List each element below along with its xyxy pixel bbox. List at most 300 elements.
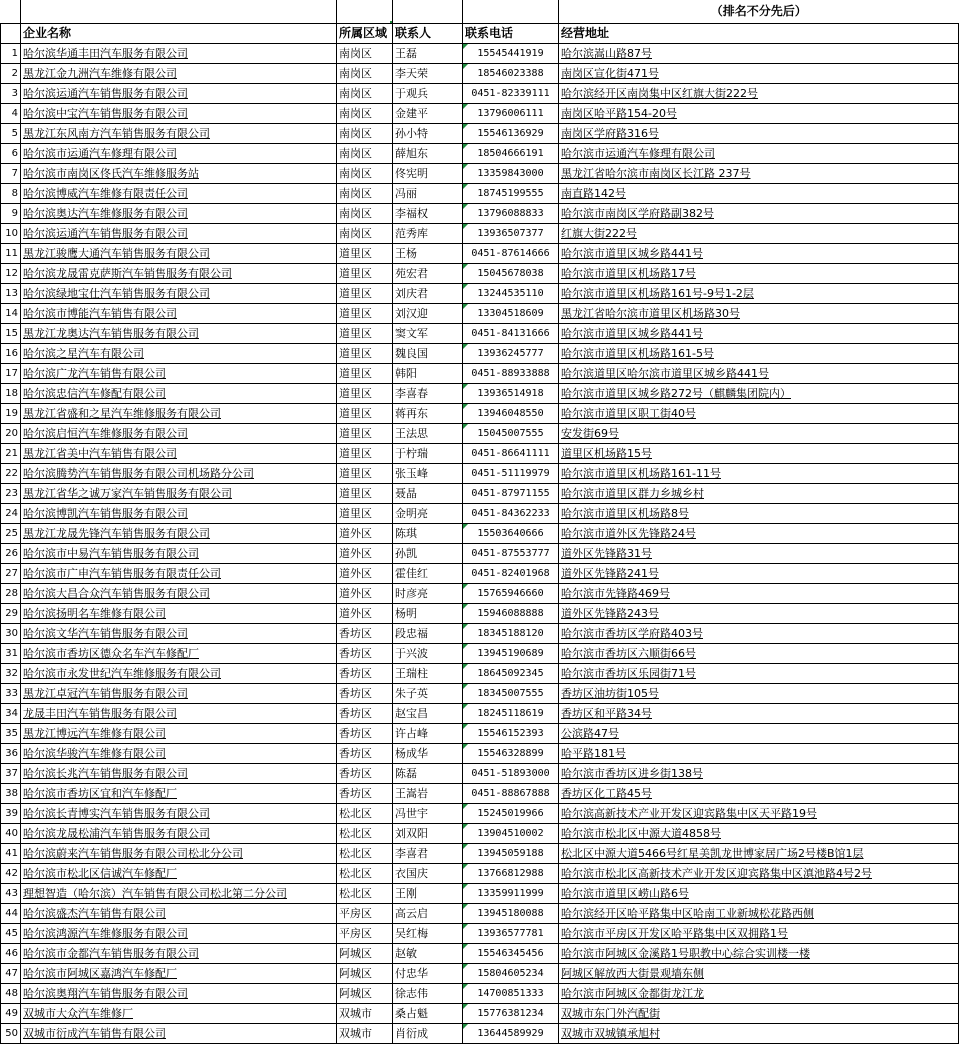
row-number[interactable]: 16 [1,344,21,364]
phone-cell[interactable]: 18645092345 [463,664,559,684]
district-cell[interactable]: 道里区 [337,464,393,484]
row-number[interactable]: 30 [1,624,21,644]
address-cell[interactable]: 道外区先锋路243号 [559,604,959,624]
phone-cell[interactable]: 15045007555 [463,424,559,444]
phone-cell[interactable]: 13766812988 [463,864,559,884]
contact-cell[interactable]: 陈磊 [393,764,463,784]
district-cell[interactable]: 南岗区 [337,44,393,64]
company-cell[interactable]: 哈尔滨长青博实汽车销售服务有限公司 [21,804,337,824]
company-cell[interactable]: 双城市衍成汽车销售有限公司 [21,1024,337,1044]
contact-cell[interactable]: 高云启 [393,904,463,924]
row-number[interactable]: 5 [1,124,21,144]
header-address[interactable]: 经营地址 [559,24,959,44]
company-cell[interactable]: 哈尔滨市中易汽车销售服务有限公司 [21,544,337,564]
phone-cell[interactable]: 13359843000 [463,164,559,184]
contact-cell[interactable]: 李喜君 [393,844,463,864]
company-cell[interactable]: 哈尔滨市香坊区宜和汽车修配厂 [21,784,337,804]
address-cell[interactable]: 哈尔滨市道里区职工街40号 [559,404,959,424]
phone-cell[interactable]: 15546152393 [463,724,559,744]
row-number[interactable]: 25 [1,524,21,544]
district-cell[interactable]: 道外区 [337,564,393,584]
row-number[interactable]: 15 [1,324,21,344]
company-cell[interactable]: 哈尔滨博凯汽车销售服务有限公司 [21,504,337,524]
row-number[interactable]: 40 [1,824,21,844]
address-cell[interactable]: 道外区先锋路241号 [559,564,959,584]
row-number[interactable]: 10 [1,224,21,244]
phone-cell[interactable]: 13244535110 [463,284,559,304]
row-number[interactable]: 41 [1,844,21,864]
header-company[interactable]: 企业名称 [21,24,337,44]
company-cell[interactable]: 哈尔滨市金都汽车销售服务有限公司 [21,944,337,964]
contact-cell[interactable]: 刘汉迎 [393,304,463,324]
contact-cell[interactable]: 赵敏 [393,944,463,964]
district-cell[interactable]: 道里区 [337,404,393,424]
phone-cell[interactable]: 13359911999 [463,884,559,904]
row-number[interactable]: 33 [1,684,21,704]
address-cell[interactable]: 南岗区学府路316号 [559,124,959,144]
phone-cell[interactable]: 18546023388 [463,64,559,84]
address-cell[interactable]: 双城市双城镇承旭村 [559,1024,959,1044]
row-number[interactable]: 31 [1,644,21,664]
row-number[interactable]: 47 [1,964,21,984]
company-cell[interactable]: 黑龙江东风南方汽车销售服务有限公司 [21,124,337,144]
blank-cell[interactable] [1,0,21,24]
address-cell[interactable]: 哈尔滨市道里区城乡路441号 [559,244,959,264]
row-number[interactable]: 20 [1,424,21,444]
contact-cell[interactable]: 付忠华 [393,964,463,984]
address-cell[interactable]: 哈尔滨市道里区城乡路272号（麒麟集团院内） [559,384,959,404]
district-cell[interactable]: 香坊区 [337,744,393,764]
company-cell[interactable]: 哈尔滨市永发世纪汽车维修服务有限公司 [21,664,337,684]
address-cell[interactable]: 黑龙江省哈尔滨市南岗区长江路 237号 [559,164,959,184]
contact-cell[interactable]: 范秀库 [393,224,463,244]
contact-cell[interactable]: 王磊 [393,44,463,64]
address-cell[interactable]: 香坊区化工路45号 [559,784,959,804]
contact-cell[interactable]: 薛旭东 [393,144,463,164]
row-number[interactable]: 45 [1,924,21,944]
contact-cell[interactable]: 霍佳红 [393,564,463,584]
company-cell[interactable]: 龙晟丰田汽车销售服务有限公司 [21,704,337,724]
phone-cell[interactable]: 13936245777 [463,344,559,364]
blank-cell[interactable] [393,0,463,24]
address-cell[interactable]: 哈尔滨市道里区机场路17号 [559,264,959,284]
row-number[interactable]: 37 [1,764,21,784]
row-number[interactable]: 13 [1,284,21,304]
contact-cell[interactable]: 衣国庆 [393,864,463,884]
contact-cell[interactable]: 佟宪明 [393,164,463,184]
blank-cell[interactable] [463,0,559,24]
phone-cell[interactable]: 13936577781 [463,924,559,944]
address-cell[interactable]: 哈尔滨市道外区先锋路24号 [559,524,959,544]
district-cell[interactable]: 道里区 [337,284,393,304]
address-cell[interactable]: 公滨路47号 [559,724,959,744]
company-cell[interactable]: 哈尔滨腾势汽车销售服务有限公司机场路分公司 [21,464,337,484]
row-number[interactable]: 24 [1,504,21,524]
company-cell[interactable]: 双城市大众汽车维修厂 [21,1004,337,1024]
row-number[interactable]: 12 [1,264,21,284]
district-cell[interactable]: 平房区 [337,924,393,944]
company-cell[interactable]: 哈尔滨博威汽车维修有限责任公司 [21,184,337,204]
contact-cell[interactable]: 李天荣 [393,64,463,84]
row-number[interactable]: 38 [1,784,21,804]
row-number[interactable]: 36 [1,744,21,764]
phone-cell[interactable]: 0451-86641111 [463,444,559,464]
company-cell[interactable]: 哈尔滨大昌合众汽车销售服务有限公司 [21,584,337,604]
district-cell[interactable]: 松北区 [337,864,393,884]
contact-cell[interactable]: 朱子英 [393,684,463,704]
address-cell[interactable]: 哈尔滨嵩山路87号 [559,44,959,64]
address-cell[interactable]: 哈尔滨市香坊区乐园街71号 [559,664,959,684]
phone-cell[interactable]: 13936507377 [463,224,559,244]
address-cell[interactable]: 哈尔滨市先锋路469号 [559,584,959,604]
district-cell[interactable]: 南岗区 [337,184,393,204]
header-phone[interactable]: 联系电话 [463,24,559,44]
contact-cell[interactable]: 聂晶 [393,484,463,504]
company-cell[interactable]: 哈尔滨龙晟雷克萨斯汽车销售服务有限公司 [21,264,337,284]
phone-cell[interactable]: 0451-87614666 [463,244,559,264]
address-cell[interactable]: 南岗区哈平路154-20号 [559,104,959,124]
district-cell[interactable]: 松北区 [337,884,393,904]
company-cell[interactable]: 哈尔滨市松北区信诚汽车修配厂 [21,864,337,884]
phone-cell[interactable]: 15245019966 [463,804,559,824]
phone-cell[interactable]: 0451-51119979 [463,464,559,484]
row-number[interactable]: 34 [1,704,21,724]
district-cell[interactable]: 道里区 [337,324,393,344]
row-number[interactable]: 19 [1,404,21,424]
phone-cell[interactable]: 13946048550 [463,404,559,424]
phone-cell[interactable]: 18345007555 [463,684,559,704]
address-cell[interactable]: 双城市东门外汽配街 [559,1004,959,1024]
contact-cell[interactable]: 刘庆君 [393,284,463,304]
company-cell[interactable]: 黑龙江博远汽车维修有限公司 [21,724,337,744]
address-cell[interactable]: 哈尔滨高新技术产业开发区迎宾路集中区天平路19号 [559,804,959,824]
company-cell[interactable]: 黑龙江省华之诚万家汽车销售服务有限公司 [21,484,337,504]
district-cell[interactable]: 道里区 [337,244,393,264]
address-cell[interactable]: 南直路142号 [559,184,959,204]
row-number[interactable]: 44 [1,904,21,924]
district-cell[interactable]: 香坊区 [337,624,393,644]
address-cell[interactable]: 香坊区油坊街105号 [559,684,959,704]
address-cell[interactable]: 哈尔滨市香坊区学府路403号 [559,624,959,644]
row-number[interactable]: 49 [1,1004,21,1024]
address-cell[interactable]: 哈尔滨市南岗区学府路副382号 [559,204,959,224]
contact-cell[interactable]: 于兴波 [393,644,463,664]
phone-cell[interactable]: 0451-88933888 [463,364,559,384]
company-cell[interactable]: 哈尔滨市南岗区佟氏汽车维修服务站 [21,164,337,184]
district-cell[interactable]: 南岗区 [337,84,393,104]
district-cell[interactable]: 双城市 [337,1004,393,1024]
address-cell[interactable]: 哈尔滨市道里区城乡路441号 [559,324,959,344]
company-cell[interactable]: 哈尔滨市博能汽车销售有限公司 [21,304,337,324]
company-cell[interactable]: 黑龙江龙晟先锋汽车销售服务有限公司 [21,524,337,544]
phone-cell[interactable]: 0451-87553777 [463,544,559,564]
contact-cell[interactable]: 段忠福 [393,624,463,644]
row-number[interactable]: 32 [1,664,21,684]
district-cell[interactable]: 松北区 [337,824,393,844]
address-cell[interactable]: 红旗大街222号 [559,224,959,244]
company-cell[interactable]: 哈尔滨启恒汽车维修服务有限公司 [21,424,337,444]
row-number[interactable]: 23 [1,484,21,504]
row-number[interactable]: 3 [1,84,21,104]
district-cell[interactable]: 道外区 [337,584,393,604]
row-number[interactable]: 28 [1,584,21,604]
district-cell[interactable]: 南岗区 [337,204,393,224]
company-cell[interactable]: 哈尔滨运通汽车销售服务有限公司 [21,224,337,244]
row-number[interactable]: 8 [1,184,21,204]
district-cell[interactable]: 南岗区 [337,164,393,184]
contact-cell[interactable]: 王法思 [393,424,463,444]
row-number[interactable]: 21 [1,444,21,464]
district-cell[interactable]: 南岗区 [337,64,393,84]
district-cell[interactable]: 香坊区 [337,764,393,784]
district-cell[interactable]: 道里区 [337,344,393,364]
address-cell[interactable]: 哈尔滨经开区南岗集中区红旗大街222号 [559,84,959,104]
district-cell[interactable]: 松北区 [337,804,393,824]
selected-cell[interactable] [337,0,393,24]
district-cell[interactable]: 阿城区 [337,944,393,964]
contact-cell[interactable]: 王瑞柱 [393,664,463,684]
contact-cell[interactable]: 冯丽 [393,184,463,204]
contact-cell[interactable]: 韩阳 [393,364,463,384]
header-contact[interactable]: 联系人 [393,24,463,44]
contact-cell[interactable]: 赵宝昌 [393,704,463,724]
contact-cell[interactable]: 时彦亮 [393,584,463,604]
contact-cell[interactable]: 陈琪 [393,524,463,544]
row-number[interactable]: 1 [1,44,21,64]
district-cell[interactable]: 松北区 [337,844,393,864]
company-cell[interactable]: 哈尔滨龙晟松浦汽车销售服务有限公司 [21,824,337,844]
company-cell[interactable]: 哈尔滨之星汽车有限公司 [21,344,337,364]
phone-cell[interactable]: 13644589929 [463,1024,559,1044]
phone-cell[interactable]: 13936514918 [463,384,559,404]
address-cell[interactable]: 哈尔滨市道里区崂山路6号 [559,884,959,904]
company-cell[interactable]: 哈尔滨华骏汽车维修有限公司 [21,744,337,764]
contact-cell[interactable]: 刘双阳 [393,824,463,844]
address-cell[interactable]: 哈尔滨市松北区高新技术产业开发区迎宾路集中区滇池路4号2号 [559,864,959,884]
address-cell[interactable]: 松北区中源大道5466号红星美凯龙世博家居广场2号楼B馆1层 [559,844,959,864]
company-cell[interactable]: 哈尔滨绿地宝仕汽车销售服务有限公司 [21,284,337,304]
row-number[interactable]: 14 [1,304,21,324]
company-cell[interactable]: 黑龙江龙奥达汽车销售服务有限公司 [21,324,337,344]
address-cell[interactable]: 哈尔滨市香坊区进乡街138号 [559,764,959,784]
contact-cell[interactable]: 肖衍成 [393,1024,463,1044]
row-number[interactable]: 6 [1,144,21,164]
phone-cell[interactable]: 14700851333 [463,984,559,1004]
contact-cell[interactable]: 于观兵 [393,84,463,104]
phone-cell[interactable]: 18245118619 [463,704,559,724]
contact-cell[interactable]: 许占峰 [393,724,463,744]
row-number-header[interactable] [1,24,21,44]
row-number[interactable]: 7 [1,164,21,184]
district-cell[interactable]: 道外区 [337,544,393,564]
phone-cell[interactable]: 13945190689 [463,644,559,664]
district-cell[interactable]: 香坊区 [337,724,393,744]
company-cell[interactable]: 哈尔滨华通丰田汽车服务有限公司 [21,44,337,64]
company-cell[interactable]: 哈尔滨广龙汽车销售有限公司 [21,364,337,384]
phone-cell[interactable]: 13796006111 [463,104,559,124]
contact-cell[interactable]: 张玉峰 [393,464,463,484]
district-cell[interactable]: 道里区 [337,304,393,324]
address-cell[interactable]: 哈尔滨市道里区机场路8号 [559,504,959,524]
company-cell[interactable]: 哈尔滨扬明名车维修有限公司 [21,604,337,624]
phone-cell[interactable]: 15546328899 [463,744,559,764]
district-cell[interactable]: 道里区 [337,264,393,284]
contact-cell[interactable]: 王杨 [393,244,463,264]
address-cell[interactable]: 香坊区和平路34号 [559,704,959,724]
contact-cell[interactable]: 冯世宇 [393,804,463,824]
phone-cell[interactable]: 13796088833 [463,204,559,224]
district-cell[interactable]: 道里区 [337,504,393,524]
district-cell[interactable]: 道里区 [337,484,393,504]
company-cell[interactable]: 哈尔滨市广申汽车销售服务有限责任公司 [21,564,337,584]
address-cell[interactable]: 黑龙江省哈尔滨市道里区机场路30号 [559,304,959,324]
row-number[interactable]: 50 [1,1024,21,1044]
phone-cell[interactable]: 13304518609 [463,304,559,324]
row-number[interactable]: 22 [1,464,21,484]
row-number[interactable]: 4 [1,104,21,124]
phone-cell[interactable]: 0451-88867888 [463,784,559,804]
phone-cell[interactable]: 15546136929 [463,124,559,144]
phone-cell[interactable]: 15946088888 [463,604,559,624]
district-cell[interactable]: 道里区 [337,384,393,404]
district-cell[interactable]: 阿城区 [337,964,393,984]
row-number[interactable]: 29 [1,604,21,624]
blank-cell[interactable] [21,0,337,24]
contact-cell[interactable]: 苑宏君 [393,264,463,284]
row-number[interactable]: 2 [1,64,21,84]
company-cell[interactable]: 哈尔滨中宝汽车销售服务有限公司 [21,104,337,124]
phone-cell[interactable]: 0451-87971155 [463,484,559,504]
phone-cell[interactable]: 18345188120 [463,624,559,644]
district-cell[interactable]: 道里区 [337,444,393,464]
company-cell[interactable]: 哈尔滨奥翔汽车销售服务有限公司 [21,984,337,1004]
company-cell[interactable]: 哈尔滨鸿源汽车维修服务有限公司 [21,924,337,944]
address-cell[interactable]: 哈平路181号 [559,744,959,764]
ranking-note[interactable]: （排名不分先后） [710,4,807,18]
phone-cell[interactable]: 13904510002 [463,824,559,844]
company-cell[interactable]: 哈尔滨盛杰汽车销售有限公司 [21,904,337,924]
address-cell[interactable]: 哈尔滨市运通汽车修理有限公司 [559,144,959,164]
contact-cell[interactable]: 蒋再东 [393,404,463,424]
company-cell[interactable]: 黑龙江省美中汽车销售有限公司 [21,444,337,464]
company-cell[interactable]: 哈尔滨长兆汽车销售服务有限公司 [21,764,337,784]
row-number[interactable]: 26 [1,544,21,564]
company-cell[interactable]: 哈尔滨市阿城区嘉鸿汽车修配厂 [21,964,337,984]
row-number[interactable]: 46 [1,944,21,964]
phone-cell[interactable]: 0451-84362233 [463,504,559,524]
address-cell[interactable]: 道外区先锋路31号 [559,544,959,564]
phone-cell[interactable]: 13945180088 [463,904,559,924]
district-cell[interactable]: 香坊区 [337,704,393,724]
row-number[interactable]: 17 [1,364,21,384]
address-cell[interactable]: 哈尔滨市道里区机场路161-11号 [559,464,959,484]
district-cell[interactable]: 南岗区 [337,124,393,144]
phone-cell[interactable]: 15765946660 [463,584,559,604]
district-cell[interactable]: 香坊区 [337,784,393,804]
address-cell[interactable]: 阿城区解放西大街景观墙东侧 [559,964,959,984]
address-cell[interactable]: 哈尔滨经开区哈平路集中区哈南工业新城松花路西侧 [559,904,959,924]
contact-cell[interactable]: 孙凯 [393,544,463,564]
district-cell[interactable]: 平房区 [337,904,393,924]
phone-cell[interactable]: 15045678038 [463,264,559,284]
contact-cell[interactable]: 王刚 [393,884,463,904]
district-cell[interactable]: 双城市 [337,1024,393,1044]
contact-cell[interactable]: 王嵩岩 [393,784,463,804]
address-cell[interactable]: 哈尔滨市道里区群力乡城乡村 [559,484,959,504]
district-cell[interactable]: 南岗区 [337,144,393,164]
address-cell[interactable]: 哈尔滨市松北区中源大道4858号 [559,824,959,844]
phone-cell[interactable]: 13945059188 [463,844,559,864]
company-cell[interactable]: 黑龙江金九洲汽车维修有限公司 [21,64,337,84]
header-district[interactable]: 所属区域 [337,24,393,44]
address-cell[interactable]: 哈尔滨道里区哈尔滨市道里区城乡路441号 [559,364,959,384]
contact-cell[interactable]: 徐志伟 [393,984,463,1004]
address-cell[interactable]: 哈尔滨市平房区开发区哈平路集中区双拥路1号 [559,924,959,944]
address-cell[interactable]: 哈尔滨市道里区机场路161号-9号1-2层 [559,284,959,304]
company-cell[interactable]: 理想智造（哈尔滨）汽车销售有限公司松北第二分公司 [21,884,337,904]
company-cell[interactable]: 哈尔滨文华汽车销售服务有限公司 [21,624,337,644]
phone-cell[interactable]: 0451-82339111 [463,84,559,104]
phone-cell[interactable]: 15546345456 [463,944,559,964]
company-cell[interactable]: 哈尔滨奥达汽车维修服务有限公司 [21,204,337,224]
address-cell[interactable]: 安发街69号 [559,424,959,444]
phone-cell[interactable]: 0451-82401968 [463,564,559,584]
contact-cell[interactable]: 魏良国 [393,344,463,364]
row-number[interactable]: 18 [1,384,21,404]
address-cell[interactable]: 南岗区宣化街471号 [559,64,959,84]
row-number[interactable]: 48 [1,984,21,1004]
district-cell[interactable]: 道里区 [337,424,393,444]
district-cell[interactable]: 香坊区 [337,664,393,684]
row-number[interactable]: 27 [1,564,21,584]
company-cell[interactable]: 哈尔滨忠信汽车修配有限公司 [21,384,337,404]
district-cell[interactable]: 南岗区 [337,224,393,244]
row-number[interactable]: 42 [1,864,21,884]
district-cell[interactable]: 香坊区 [337,644,393,664]
company-cell[interactable]: 黑龙江省盛和之星汽车维修服务有限公司 [21,404,337,424]
district-cell[interactable]: 道里区 [337,364,393,384]
phone-cell[interactable]: 15804605234 [463,964,559,984]
phone-cell[interactable]: 18504666191 [463,144,559,164]
company-cell[interactable]: 黑龙江卓冠汽车销售服务有限公司 [21,684,337,704]
contact-cell[interactable]: 李喜春 [393,384,463,404]
address-cell[interactable]: 哈尔滨市阿城区金溪路1号职教中心综合实训楼一楼 [559,944,959,964]
company-cell[interactable]: 哈尔滨市香坊区德众名车汽车修配厂 [21,644,337,664]
address-cell[interactable]: 道里区机场路15号 [559,444,959,464]
company-cell[interactable]: 哈尔滨市运通汽车修理有限公司 [21,144,337,164]
contact-cell[interactable]: 金明亮 [393,504,463,524]
phone-cell[interactable]: 0451-51893000 [463,764,559,784]
address-cell[interactable]: 哈尔滨市阿城区金都街龙江龙 [559,984,959,1004]
contact-cell[interactable]: 桑占魁 [393,1004,463,1024]
contact-cell[interactable]: 杨成华 [393,744,463,764]
phone-cell[interactable]: 15776381234 [463,1004,559,1024]
district-cell[interactable]: 南岗区 [337,104,393,124]
row-number[interactable]: 39 [1,804,21,824]
row-number[interactable]: 9 [1,204,21,224]
contact-cell[interactable]: 于柠瑞 [393,444,463,464]
contact-cell[interactable]: 吴红梅 [393,924,463,944]
row-number[interactable]: 43 [1,884,21,904]
company-cell[interactable]: 哈尔滨蔚来汽车销售服务有限公司松北分公司 [21,844,337,864]
phone-cell[interactable]: 18745199555 [463,184,559,204]
company-cell[interactable]: 哈尔滨运通汽车销售服务有限公司 [21,84,337,104]
district-cell[interactable]: 阿城区 [337,984,393,1004]
row-number[interactable]: 11 [1,244,21,264]
row-number[interactable]: 35 [1,724,21,744]
contact-cell[interactable]: 金建平 [393,104,463,124]
address-cell[interactable]: 哈尔滨市道里区机场路161-5号 [559,344,959,364]
